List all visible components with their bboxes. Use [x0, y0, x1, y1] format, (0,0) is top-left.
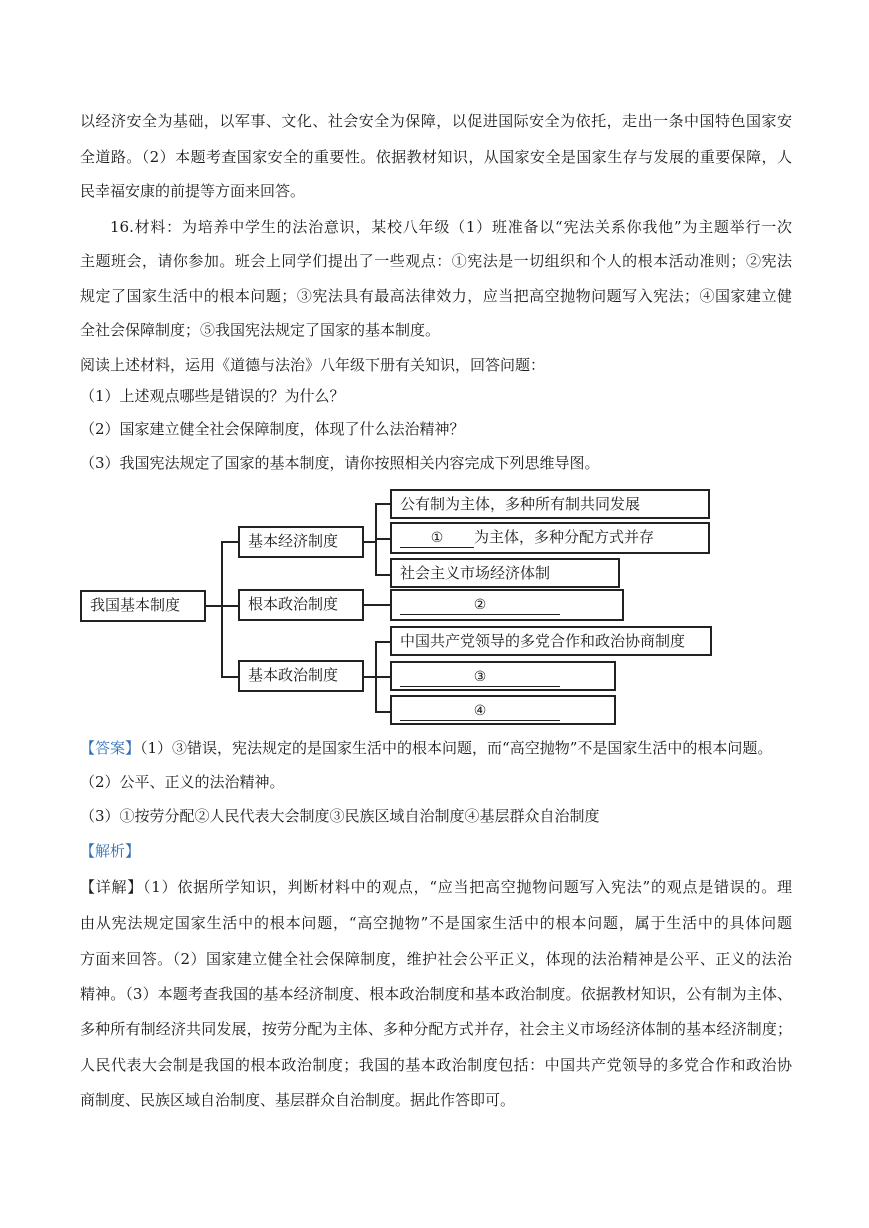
blank-2: ② [400, 596, 560, 615]
question-1: （1）上述观点哪些是错误的？为什么？ [80, 387, 345, 405]
blank-4: ④ [400, 702, 560, 721]
answer-2: （2）公平、正义的法治精神。 [80, 773, 285, 791]
analysis-line: 商制度、民族区域自治制度、基层群众自治制度。据此作答即可。 [80, 1091, 516, 1109]
text-line: 民幸福安康的前提等方面来回答。 [80, 182, 306, 200]
mindmap-basic-political-system: 基本政治制度 [238, 660, 364, 692]
text-line: 以经济安全为基础，以军事、文化、社会安全为保障，以促进国际安全为依托，走出一条中国特色国家安 [80, 112, 792, 130]
mindmap-political-item-cpc: 中国共产党领导的多党合作和政治协商制度 [390, 626, 712, 656]
analysis-tag: 【解析】 [80, 842, 141, 860]
mind-map [80, 486, 720, 724]
analysis-line: 由从宪法规定国家生活中的根本问题，“高空抛物”不是国家生活中的根本问题，属于生活中的具体问题 [80, 914, 792, 932]
analysis-line: 精神。（3）本题考查我国的基本经济制度、根本政治制度和基本政治制度。依据教材知识，公有制为主体、 [80, 985, 792, 1003]
mindmap-economic-system: 基本经济制度 [238, 526, 364, 558]
mindmap-root: 我国基本制度 [80, 590, 206, 622]
mindmap-political-item-3 [390, 661, 616, 691]
text-line: 规定了国家生活中的根本问题；③宪法具有最高法律效力，应当把高空抛物问题写入宪法；④国家建立健 [80, 287, 792, 305]
mindmap-fundamental-political-system: 根本政治制度 [238, 589, 364, 621]
blank-1: ① [400, 529, 474, 548]
answer-tag: 【答案】 [80, 739, 141, 757]
mindmap-fundamental-item [390, 589, 624, 621]
mindmap-econ-item-distribution: ① 为主体，多种分配方式并存 [390, 522, 710, 554]
answer-1: 【答案】（1）③错误，宪法规定的是国家生活中的根本问题，而“高空抛物”不是国家生活中的根本问题。 [80, 739, 773, 757]
text-line: 阅读上述材料，运用《道德与法治》八年级下册有关知识，回答问题： [80, 356, 546, 374]
detail-tag: 【详解】 [80, 878, 144, 896]
mindmap-econ-item-public-ownership: 公有制为主体，多种所有制共同发展 [390, 489, 710, 519]
question-2: （2）国家建立健全社会保障制度，体现了什么法治精神？ [80, 420, 465, 438]
question-3: （3）我国宪法规定了国家的基本制度，请你按照相关内容完成下列思维导图。 [80, 454, 600, 472]
blank-3: ③ [400, 668, 560, 687]
text-line: 主题班会，请你参加。班会上同学们提出了一些观点：①宪法是一切组织和个人的根本活动准则；②宪法 [80, 252, 792, 270]
analysis-line: 【详解】（1）依据所学知识，判断材料中的观点，“应当把高空抛物问题写入宪法”的观点是错误的。理 [80, 878, 792, 896]
text-line: 全社会保障制度；⑤我国宪法规定了国家的基本制度。 [80, 321, 441, 339]
answer-3: （3）①按劳分配②人民代表大会制度③民族区域自治制度④基层群众自治制度 [80, 807, 600, 825]
text-line: 全道路。（2）本题考查国家安全的重要性。依据教材知识，从国家安全是国家生存与发展的重要保障，人 [80, 148, 792, 166]
analysis-line: 人民代表大会制是我国的根本政治制度；我国的基本政治制度包括：中国共产党领导的多党合作和政治协 [80, 1056, 792, 1074]
mindmap-political-item-4 [390, 695, 616, 725]
analysis-line: 多种所有制经济共同发展，按劳分配为主体、多种分配方式并存，社会主义市场经济体制的基本经济制度； [80, 1020, 792, 1038]
question-16-line: 16.材料：为培养中学生的法治意识，某校八年级（1）班准备以“宪法关系你我他”为主题举行一次 [110, 218, 792, 236]
mindmap-econ-item-market-economy: 社会主义市场经济体制 [390, 558, 620, 588]
analysis-line: 方面来回答。（2）国家建立健全社会保障制度，维护社会公平正义，体现的法治精神是公平、正义的法治 [80, 950, 792, 968]
